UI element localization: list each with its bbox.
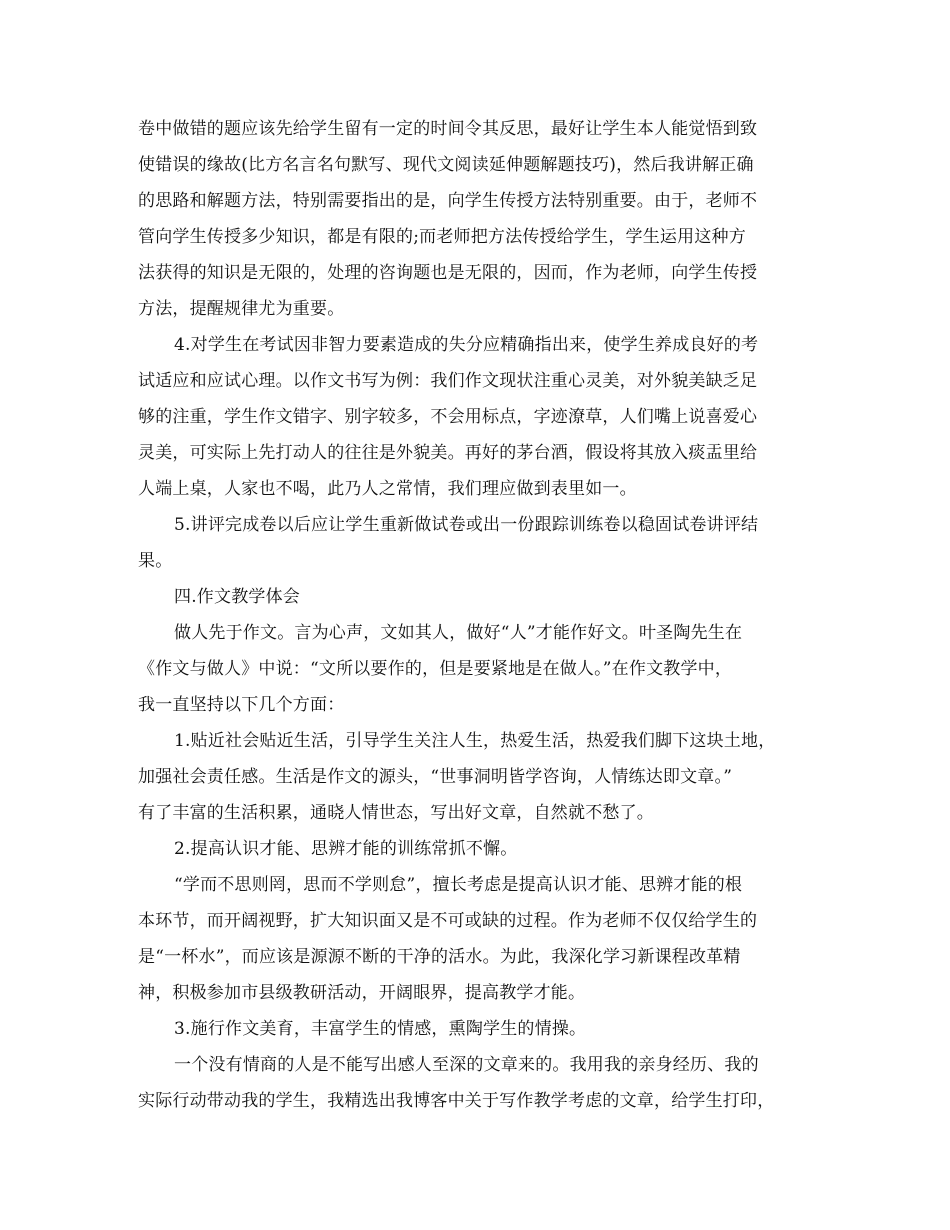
text-line: “学而不思则罔，思而不学则怠”，擅长考虑是提高认识才能、思辨才能的根 (174, 875, 743, 895)
text-line: 试适应和应试心理。以作文书写为例：我们作文现状注重心灵美，对外貌美缺乏足 (138, 371, 758, 391)
section-heading: 四.作文教学体会 (174, 587, 301, 607)
text-line: 灵美，可实际上先打动人的往往是外貌美。再好的茅台酒，假设将其放入痰盂里给 (138, 443, 758, 463)
text-line: 人端上桌，人家也不喝，此乃人之常情，我们理应做到表里如一。 (138, 479, 637, 499)
text-line: 果。 (138, 551, 173, 571)
text-line: 是“一杯水”，而应该是源源不断的干净的活水。为此，我深化学习新课程改革精 (138, 947, 741, 967)
text-line: 一个没有情商的人是不能写出感人至深的文章来的。我用我的亲身经历、我的 (174, 1055, 759, 1075)
text-line: 方法，提醒规律尤为重要。 (138, 299, 345, 319)
text-line: 法获得的知识是无限的，处理的咨询题也是无限的，因而，作为老师，向学生传授 (138, 263, 758, 283)
text-line: 管向学生传授多少知识，都是有限的;而老师把方法传授给学生，学生运用这种方 (138, 227, 746, 247)
text-line: 《作文与做人》中说：“文所以要作的，但是要紧地是在做人。”在作文教学中， (138, 659, 733, 679)
text-line: 的思路和解题方法，特别需要指出的是，向学生传授方法特别重要。由于，老师不 (138, 191, 758, 211)
text-line: 本环节，而开阔视野，扩大知识面又是不可或缺的过程。作为老师不仅仅给学生的 (138, 911, 758, 931)
text-line: 做人先于作文。言为心声，文如其人，做好“人”才能作好文。叶圣陶先生在 (174, 623, 743, 643)
text-line: 使错误的缘故(比方名言名句默写、现代文阅读延伸题解题技巧)，然后我讲解正确 (138, 155, 754, 175)
text-line: 1.贴近社会贴近生活，引导学生关注人生，热爱生活，热爱我们脚下这块土地， (174, 731, 776, 751)
text-line: 有了丰富的生活积累，通晓人情世态，写出好文章，自然就不愁了。 (138, 803, 654, 823)
text-line: 实际行动带动我的学生，我精选出我博客中关于写作教学考虑的文章，给学生打印， (138, 1091, 775, 1111)
text-line: 3.施行作文美育，丰富学生的情感，熏陶学生的情操。 (174, 1019, 587, 1039)
text-line: 神，积极参加市县级教研活动，开阔眼界，提高教学才能。 (138, 983, 586, 1003)
text-line: 加强社会责任感。生活是作文的源头，“世事洞明皆学咨询，人情练达即文章。” (138, 767, 733, 787)
text-line: 4.对学生在考试因非智力要素造成的失分应精确指出来，使学生养成良好的考 (174, 335, 759, 355)
text-line: 我一直坚持以下几个方面： (138, 695, 345, 715)
text-line: 卷中做错的题应该先给学生留有一定的时间令其反思，最好让学生本人能觉悟到致 (138, 119, 758, 139)
text-line: 够的注重，学生作文错字、别字较多，不会用标点，字迹潦草，人们嘴上说喜爱心 (138, 407, 758, 427)
text-line: 5.讲评完成卷以后应让学生重新做试卷或出一份跟踪训练卷以稳固试卷讲评结 (174, 515, 759, 535)
text-line: 2.提高认识才能、思辨才能的训练常抓不懈。 (174, 839, 518, 859)
